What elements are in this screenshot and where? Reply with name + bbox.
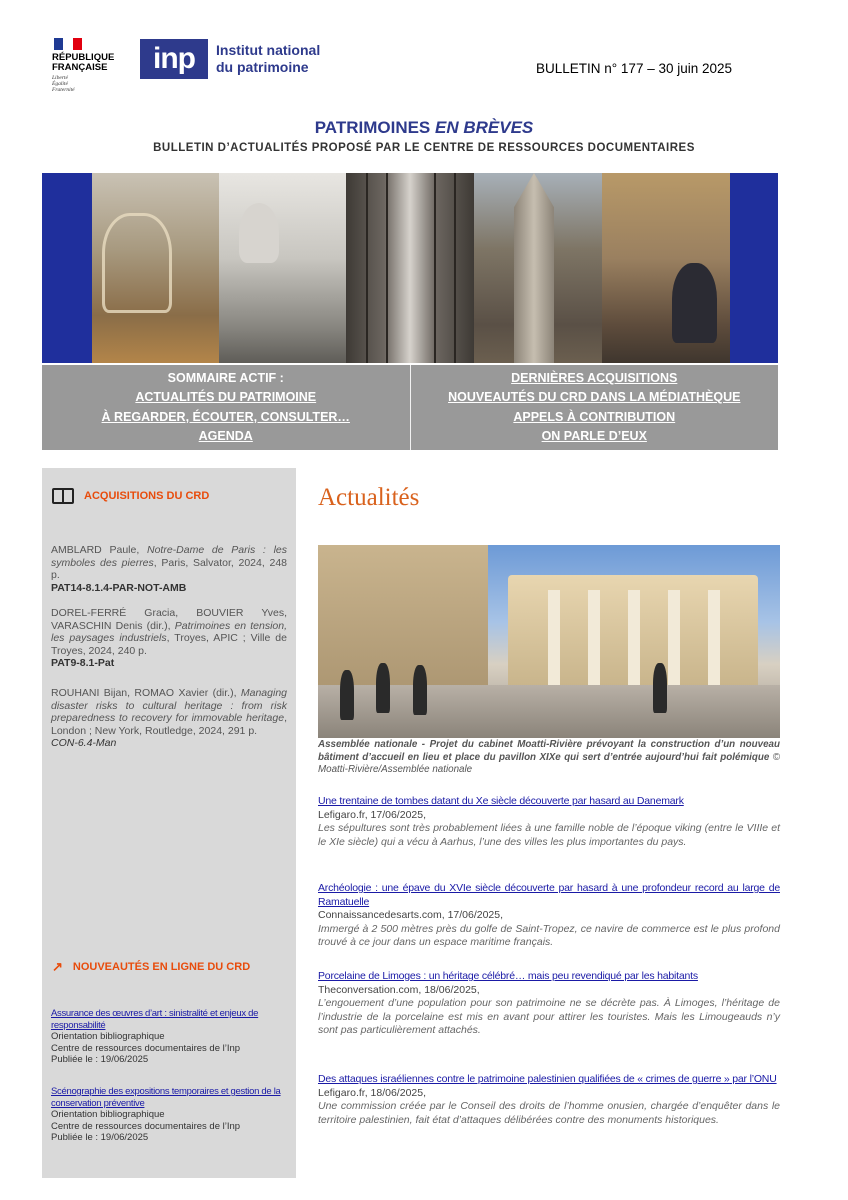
republique-francaise-logo — [52, 38, 132, 93]
sommaire-left — [42, 365, 410, 450]
article-summary: Les sépultures sont très probablement liées à une famille noble de l’époque viking (entre le VIIIe et le XIe siècle) qui a vécu à Aarhus, l’une des villes les plus importantes du pays. — [318, 822, 780, 848]
link-appels-contribution[interactable]: APPELS À CONTRIBUTION — [513, 409, 676, 424]
article-summary: Immergé à 2 500 mètres près du golfe de Saint-Tropez, ce navire de commerce est le plus profond trouvé à ce jour dans un espace maritime français. — [318, 922, 780, 948]
section-title-actualites: Actualités — [318, 484, 420, 511]
article-source: Connaissancedesarts.com, 17/06/2025, — [318, 909, 504, 921]
link-regarder-ecouter[interactable]: À REGARDER, ÉCOUTER, CONSULTER… — [101, 409, 350, 424]
photo-museum-skeleton — [92, 173, 219, 363]
photo-restorer-at-work — [602, 173, 730, 363]
acquisitions-heading: ACQUISITIONS DU CRD — [52, 488, 209, 504]
acquisition-cote: CON-6.4-Man — [51, 737, 117, 749]
inp-logo — [140, 39, 320, 79]
article-source: Lefigaro.fr, 17/06/2025, — [318, 808, 426, 821]
rf-motto: Liberté Égalité Fraternité — [52, 75, 75, 93]
sidebar — [42, 468, 296, 1178]
nouveaute-link[interactable]: Assurance des œuvres d’art : sinistralité et enjeux de responsabilité — [51, 1008, 259, 1031]
link-nouveautes-crd[interactable]: NOUVEAUTÉS DU CRD DANS LA MÉDIATHÈQUE — [448, 390, 741, 404]
photo-cathedral-spire — [474, 173, 602, 363]
french-flag-icon — [54, 38, 82, 50]
page-subtitle: BULLETIN D’ACTUALITÉS PROPOSÉ PAR LE CENTRE DE RESSOURCES DOCUMENTAIRES — [153, 142, 695, 154]
article-summary: Une commission créée par le Conseil des droits de l’homme onusien, chargée d’enquêter dans le territoire palestinien, fait état d’attaques délibérées contre des monuments historiques. — [318, 1100, 780, 1126]
acquisition-item: DOREL-FERRÉ Gracia, BOUVIER Yves, VARASCHIN Denis (dir.), Patrimoines en tension, les paysages industriels, Troyes, APIC ; Ville de Troyes, 2024, 240 p. PAT9-8.1-Pat — [51, 607, 287, 669]
acquisition-cote: PAT14-8.1.4-PAR-NOT-AMB — [51, 581, 187, 594]
article-source: Theconversation.com, 18/06/2025, — [318, 983, 480, 996]
nouveautes-heading: ↗ NOUVEAUTÉS EN LIGNE DU CRD — [52, 959, 251, 974]
article-link[interactable]: Porcelaine de Limoges : un héritage célébré… mais peu revendiqué par les habitants — [318, 970, 698, 982]
article-link[interactable]: Des attaques israéliennes contre le patrimoine palestinien qualifiées de « crimes de guerre » par l’ONU — [318, 1073, 777, 1085]
book-icon — [52, 488, 74, 504]
acquisition-item: AMBLARD Paule, Notre-Dame de Paris : les symboles des pierres, Paris, Salvator, 2024, 248 p. PAT14-8.1.4-PAR-NOT-AMB — [51, 544, 287, 594]
news-article — [318, 882, 780, 950]
photo-archive-shelves — [346, 173, 474, 363]
sommaire-right — [410, 365, 779, 450]
inp-acronym: inp — [140, 39, 208, 79]
article-source: Lefigaro.fr, 18/06/2025, — [318, 1086, 426, 1099]
article-link[interactable]: Une trentaine de tombes datant du Xe siècle découverte par hasard au Danemark — [318, 795, 684, 807]
acquisition-item: ROUHANI Bijan, ROMAO Xavier (dir.), Managing disaster risks to cultural heritage : from risk preparedness to recovery for immovable heritage, London ; New York, Routledge, 2024, 291 p. CON-6.4-Man — [51, 687, 287, 749]
rf-name: RÉPUBLIQUE FRANÇAISE — [52, 52, 115, 73]
article-link[interactable]: Archéologie : une épave du XVIe siècle découverte par hasard à une profondeur record au large de Ramatuelle — [318, 882, 780, 908]
banner — [42, 173, 778, 363]
nouveaute-item: Assurance des œuvres d’art : sinistralité et enjeux de responsabilité Orientation bibliographique Centre de ressources documentaires de l’Inp Publiée le : 19/06/2025 — [51, 1008, 287, 1066]
article-summary: L’engouement d’une population pour son patrimoine ne se décrète pas. À Limoges, l’héritage de l’industrie de la porcelaine est mis en avant pour attirer les touristes. Mais les Limougeauds n’y sont pas particulièrement attachés. — [318, 997, 780, 1036]
hero-image-assemblee-nationale — [318, 545, 780, 738]
sommaire-actif — [42, 365, 778, 450]
link-dernieres-acquisitions[interactable]: DERNIÈRES ACQUISITIONS — [511, 370, 678, 385]
banner-photos — [92, 173, 730, 363]
sommaire-heading: SOMMAIRE ACTIF : — [167, 370, 284, 385]
hero-caption: Assemblée nationale - Projet du cabinet Moatti-Rivière prévoyant la construction d’un nouveau bâtiment d’accueil en lieu et place du pavillon XIXe qui sert d’entrée aujourd’hui fait polémique © Moatti-Rivière/Assemblée nationale — [318, 739, 780, 775]
news-article — [318, 1073, 780, 1127]
page-title: PATRIMOINES EN BRÈVES — [314, 118, 534, 137]
link-actualites[interactable]: ACTUALITÉS DU PATRIMOINE — [135, 390, 317, 404]
photo-plaster-casts — [219, 173, 346, 363]
nouveaute-link[interactable]: Scénographie des expositions temporaires et gestion de la conservation préventive — [51, 1086, 281, 1109]
bulletin-number: BULLETIN n° 177 – 30 juin 2025 — [536, 61, 733, 76]
link-on-parle-deux[interactable]: ON PARLE D’EUX — [541, 429, 647, 443]
nouveaute-item: Scénographie des expositions temporaires et gestion de la conservation préventive Orientation bibliographique Centre de ressources documentaires de l’Inp Publiée le : 19/06/2025 — [51, 1086, 287, 1144]
news-article — [318, 795, 780, 849]
link-agenda[interactable]: AGENDA — [198, 429, 253, 443]
news-article — [318, 970, 780, 1038]
acquisition-cote: PAT9-8.1-Pat — [51, 657, 115, 669]
inp-name: Institut national du patrimoine — [216, 42, 321, 75]
arrow-up-right-icon: ↗ — [52, 959, 63, 974]
